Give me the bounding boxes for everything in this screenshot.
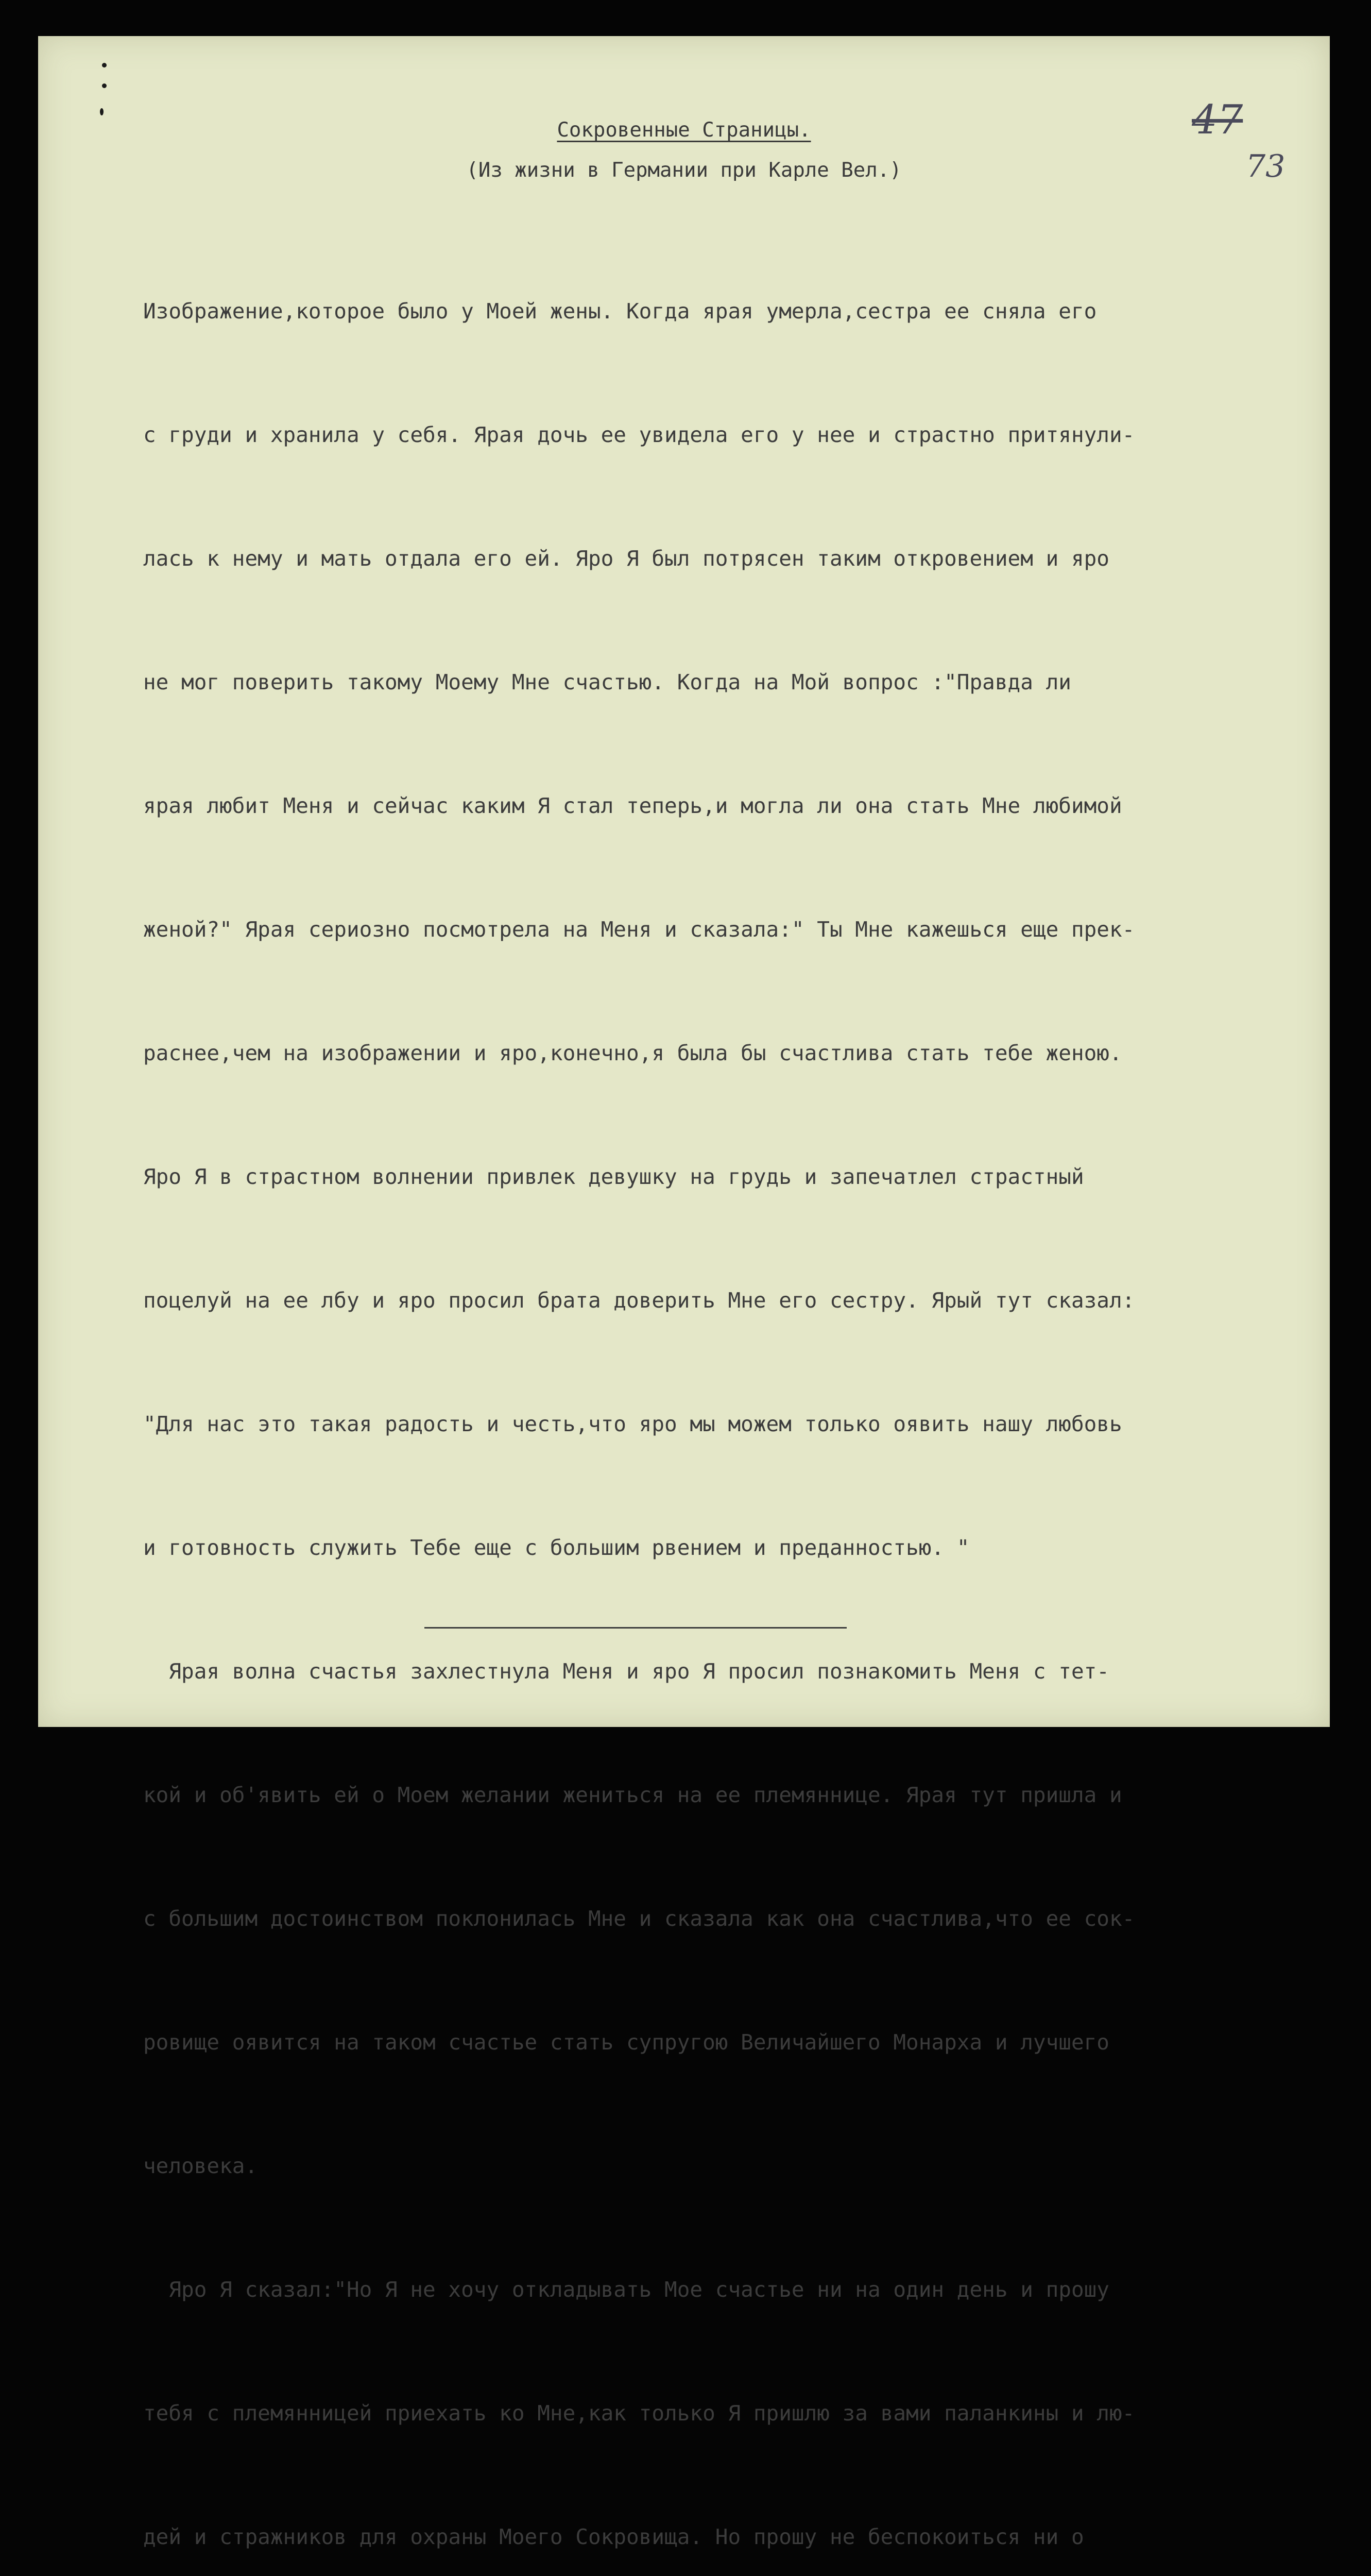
punch-hole-dot [100,108,104,115]
text-line: с груди и хранила у себя. Ярая дочь ее увидела его у нее и страстно притянули- [143,422,1135,447]
text-line: дей и стражников для охраны Моего Сокровища. Но прошу не беспокоиться ни о [143,2524,1084,2549]
text-line: не мог поверить такому Моему Мне счастью. Когда на Мой вопрос :"Правда ли [143,670,1071,694]
text-line: раснее,чем на изображении и яро,конечно,я была бы счастлива стать тебе женою. [143,1041,1122,1065]
page-title-text: Сокровенные Страницы. [557,118,811,142]
text-line: Ярая волна счастья захлестнула Меня и яро Я просил познакомить Меня с тет- [143,1659,1109,1684]
text-line: лась к нему и мать отдала его ей. Яро Я был потрясен таким откровением и яро [143,546,1109,571]
end-rule [424,1627,847,1629]
text-line: человека. [143,2154,258,2178]
text-line: ярая любит Меня и сейчас каким Я стал теперь,и могла ли она стать Мне любимой [143,793,1122,818]
text-line: тебя с племянницей приехать ко Мне,как только Я пришлю за вами паланкины и лю- [143,2401,1135,2426]
text-line: "Для нас это такая радость и честь,что яро мы можем только оявить нашу любовь [143,1412,1122,1436]
text-line: Изображение,которое было у Моей жены. Когда ярая умерла,сестра ее сняла его [143,299,1097,324]
text-line: и готовность служить Тебе еще с большим рвением и преданностью. " [143,1535,970,1560]
text-line: поцелуй на ее лбу и яро просил брата доверить Мне его сестру. Ярый тут сказал: [143,1288,1135,1313]
page-subtitle: (Из жизни в Германии при Карле Вел.) [466,159,902,182]
punch-hole-dot [102,83,107,88]
text-line: ровище оявится на таком счастье стать супругою Величайшего Монарха и лучшего [143,2030,1109,2055]
text-line: кой и об'явить ей о Моем желании жениться на ее племяннице. Ярая тут пришла и [143,1783,1122,1807]
body-text [143,208,1348,2576]
text-line: с большим достоинством поклонилась Мне и сказала как она счастлива,что ее сок- [143,1906,1135,1931]
punch-hole-dot [102,63,107,67]
folio-number-crossed: 47 [1192,97,1243,143]
page-title [38,118,1330,142]
text-line: Яро Я сказал:"Но Я не хочу откладывать Мое счастье ни на один день и прошу [143,2277,1109,2302]
document-page [38,36,1330,2549]
text-line: Яро Я в страстном волнении привлек девушку на грудь и запечатлел страстный [143,1164,1084,1189]
folio-number: 73 [1246,148,1286,184]
text-line: женой?" Ярая сериозно посмотрела на Меня и сказала:" Ты Мне кажешься еще прек- [143,917,1135,942]
